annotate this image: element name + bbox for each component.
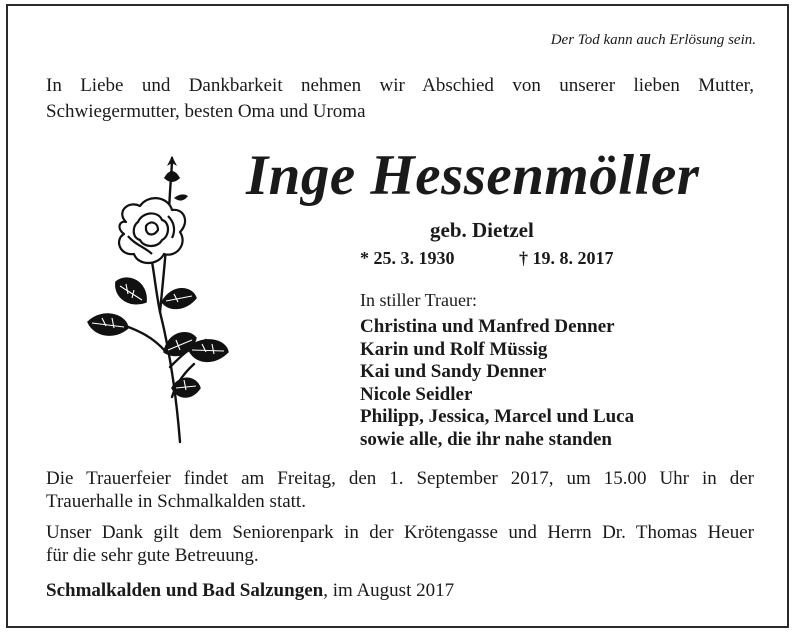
mourner-entry: Philipp, Jessica, Marcel und Luca [360, 406, 635, 427]
mourner-entry: Kai und Sandy Denner [360, 361, 547, 382]
funeral-line-2: Trauerhalle in Schmalkalden statt. [46, 491, 306, 512]
mourner-entry: Christina und Manfred Denner [360, 316, 615, 337]
rose-icon [68, 152, 233, 450]
closing-date: , im August 2017 [323, 580, 455, 601]
deceased-name: Inge Hessenmöller [246, 144, 700, 207]
death-date: † 19. 8. 2017 [519, 248, 614, 268]
closing-line [46, 580, 454, 602]
funeral-line-1: Die Trauerfeier findet am Freitag, den 1. September 2017, um 15.00 Uhr in der [46, 468, 754, 489]
birth-name: geb. Dietzel [430, 218, 534, 242]
mourner-entry: Karin und Rolf Müssig [360, 338, 548, 360]
motto: Der Tod kann auch Erlösung sein. [550, 32, 756, 48]
thanks-text [46, 521, 754, 567]
thanks-line-2: für die sehr gute Betreuung. [46, 545, 259, 566]
mourner-entry: Nicole Seidler [360, 383, 473, 405]
intro-text [46, 73, 754, 125]
intro-line-2: Schwiegermutter, besten Oma und Uroma [46, 101, 366, 122]
mourners-list [360, 316, 634, 451]
birth-date: * 25. 3. 1930 [360, 248, 455, 268]
funeral-notice [46, 467, 754, 513]
closing-places: Schmalkalden und Bad Salzungen [46, 580, 324, 601]
mourner-entry: sowie alle, die ihr nahe standen [360, 428, 612, 450]
intro-line-1: In Liebe und Dankbarkeit nehmen wir Abschied von unserer lieben Mutter, [46, 75, 754, 96]
thanks-line-1: Unser Dank gilt dem Seniorenpark in der Krötengasse und Herrn Dr. Thomas Heuer [46, 522, 754, 543]
mourning-label: In stiller Trauer: [360, 290, 477, 310]
